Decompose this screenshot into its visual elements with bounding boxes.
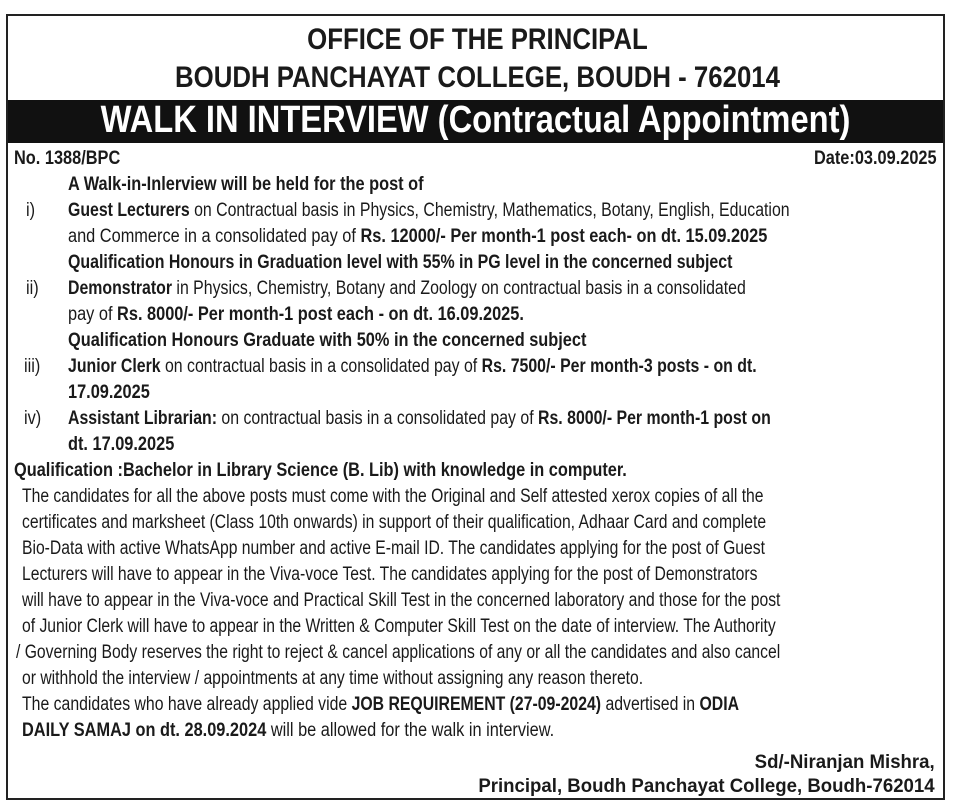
body-line: will have to appear in the Viva-voce and Practical Skill Test in the concerned laboratory and those for the post [22,590,781,611]
job-requirement-ref: JOB REQUIREMENT (27-09-2024) [351,694,602,715]
post-text: in Physics, Chemistry, Botany and Zoology on contractual basis in a consolidated [172,278,746,299]
post-pay: Rs. 12000/- Per month-1 post each- on dt. 15.09.2025 [360,226,768,247]
notice-frame [6,14,945,800]
body-line: of Junior Clerk will have to appear in the Written & Computer Skill Test on the date of interview. The Authority [22,616,776,637]
post-date: 17.09.2025 [68,382,150,403]
post-pay: Rs. 8000/- Per month-1 post on [538,408,771,429]
signatory-designation: Principal, Boudh Panchayat College, Boudh-762014 [478,776,935,797]
post-qualification: Qualification Honours in Graduation level with 55% in PG level in the concerned subject [68,252,733,273]
post-title: Junior Clerk [68,356,161,377]
post-title: Guest Lecturers [68,200,190,221]
post-text: on Contractual basis in Physics, Chemistry, Mathematics, Botany, English, Education [189,200,790,221]
post-numeral: i) [26,200,36,221]
post-numeral: ii) [26,278,39,299]
body-line: certificates and marksheet (Class 10th onwards) in support of their qualification, Adhaar Card and complete [22,512,767,533]
post-numeral: iii) [24,356,41,377]
post-pay: Rs. 8000/- Per month-1 post each - on dt. 16.09.2025. [117,304,524,325]
newspaper-date: DAILY SAMAJ on dt. 28.09.2024 [22,720,267,741]
intro-text: A Walk-in-Inlerview will be held for the post of [68,174,424,195]
post-junior-clerk-line1 [68,356,757,378]
body-line: / Governing Body reserves the right to reject & cancel applications of any or all the candidates and also cancel [16,642,781,663]
body-line: Bio-Data with active WhatsApp number and active E-mail ID. The candidates applying for the post of Guest [22,538,765,559]
college-name: BOUDH PANCHAYAT COLLEGE, BOUDH - 762014 [174,61,780,94]
post-pay: Rs. 7500/- Per month-3 posts - on dt. [481,356,757,377]
post-demonstrator-line2 [68,304,524,326]
post-assistant-librarian-line1 [68,408,771,430]
banner-title: WALK IN INTERVIEW (Contractual Appointment) [100,99,851,141]
applied-text: The candidates who have already applied vide [22,694,352,715]
post-text: on contractual basis in a consolidated pay of [216,408,539,429]
reference-number: No. 1388/BPC [14,148,121,169]
office-title: OFFICE OF THE PRINCIPAL [307,23,648,56]
body-line: or withhold the interview / appointments at any time without assigning any reason thereto. [22,668,644,689]
post-guest-lecturers-line2 [68,226,767,248]
notice-date: Date:03.09.2025 [814,148,937,169]
post-qualification: Qualification Honours Graduate with 50% in the concerned subject [68,330,587,351]
signatory-name: Sd/-Niranjan Mishra, [754,752,935,773]
post-demonstrator-line1 [68,278,746,300]
post-title: Assistant Librarian: [68,408,217,429]
body-line: Lecturers will have to appear in the Viva-voce Test. The candidates applying for the post of Demonstrators [22,564,758,585]
applied-text: advertised in [601,694,700,715]
library-qualification: Qualification :Bachelor in Library Science (B. Lib) with knowledge in computer. [14,460,627,481]
body-line: The candidates for all the above posts must come with the Original and Self attested xerox copies of all the [22,486,764,507]
applied-text: will be allowed for the walk in interview. [266,720,555,741]
post-text: on contractual basis in a consolidated pay of [160,356,482,377]
newspaper-name: ODIA [699,694,740,715]
applied-line1 [22,694,739,716]
title-banner [8,100,943,143]
post-numeral: iv) [24,408,42,429]
applied-line2 [22,720,554,742]
post-title: Demonstrator [68,278,173,299]
post-text: and Commerce in a consolidated pay of [68,226,361,247]
post-date: dt. 17.09.2025 [68,434,175,455]
post-guest-lecturers-line1 [68,200,790,222]
post-text: pay of [68,304,118,325]
